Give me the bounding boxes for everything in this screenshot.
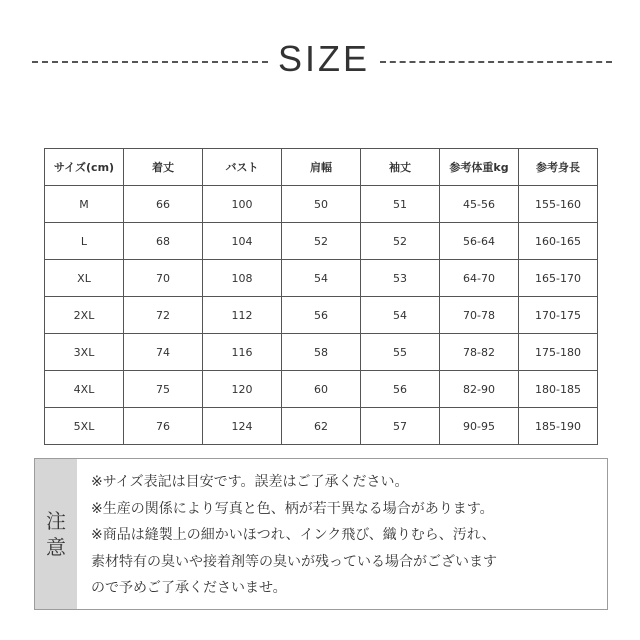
- table-cell: 56: [282, 297, 361, 334]
- table-row: [45, 260, 598, 297]
- table-cell: 62: [282, 408, 361, 445]
- table-cell: 82-90: [440, 371, 519, 408]
- size-label-cell: M: [45, 186, 124, 223]
- column-header: 参考体重kg: [440, 149, 519, 186]
- table-cell: 155-160: [519, 186, 598, 223]
- table-cell: 185-190: [519, 408, 598, 445]
- title-divider-right: [380, 61, 612, 63]
- column-header: バスト: [203, 149, 282, 186]
- table-cell: 108: [203, 260, 282, 297]
- table-cell: 55: [361, 334, 440, 371]
- table-cell: 60: [282, 371, 361, 408]
- table-row: [45, 223, 598, 260]
- table-cell: 45-56: [440, 186, 519, 223]
- table-row: [45, 297, 598, 334]
- table-cell: 100: [203, 186, 282, 223]
- column-header: サイズ(cm): [45, 149, 124, 186]
- table-cell: 57: [361, 408, 440, 445]
- notice-line: ので予めご了承くださいませ。: [91, 580, 287, 596]
- notice-line: ※生産の関係により写真と色、柄が若干異なる場合があります。: [91, 500, 494, 517]
- table-cell: 70: [124, 260, 203, 297]
- table-cell: 175-180: [519, 334, 598, 371]
- table-cell: 52: [361, 223, 440, 260]
- table-cell: 165-170: [519, 260, 598, 297]
- column-header: 参考身長: [519, 149, 598, 186]
- table-cell: 78-82: [440, 334, 519, 371]
- table-cell: 56-64: [440, 223, 519, 260]
- size-table: [44, 148, 598, 445]
- notice-box: [34, 458, 608, 610]
- table-cell: 50: [282, 186, 361, 223]
- table-cell: 68: [124, 223, 203, 260]
- table-cell: 54: [282, 260, 361, 297]
- notice-body: [91, 469, 601, 602]
- notice-line: 素材特有の臭いや接着剤等の臭いが残っている場合がございます: [91, 553, 497, 570]
- table-cell: 76: [124, 408, 203, 445]
- table-cell: 75: [124, 371, 203, 408]
- table-row: [45, 408, 598, 445]
- column-header: 肩幅: [282, 149, 361, 186]
- size-label-cell: 5XL: [45, 408, 124, 445]
- table-cell: 104: [203, 223, 282, 260]
- table-cell: 58: [282, 334, 361, 371]
- table-cell: 90-95: [440, 408, 519, 445]
- table-cell: 74: [124, 334, 203, 371]
- table-cell: 70-78: [440, 297, 519, 334]
- table-row: [45, 371, 598, 408]
- table-cell: 170-175: [519, 297, 598, 334]
- table-cell: 64-70: [440, 260, 519, 297]
- title-divider-left: [32, 61, 268, 63]
- notice-label-char: 意: [46, 535, 66, 559]
- table-cell: 52: [282, 223, 361, 260]
- table-cell: 56: [361, 371, 440, 408]
- page-title: SIZE: [277, 38, 370, 79]
- title-row: [0, 30, 640, 90]
- table-cell: 160-165: [519, 223, 598, 260]
- table-row: [45, 334, 598, 371]
- notice-line: ※商品は縫製上の細かいほつれ、インク飛び、織りむら、汚れ、: [91, 527, 496, 543]
- table-cell: 66: [124, 186, 203, 223]
- notice-line: ※サイズ表記は目安です。誤差はご了承ください。: [91, 474, 409, 490]
- table-cell: 124: [203, 408, 282, 445]
- table-row: [45, 186, 598, 223]
- notice-label-char: 注: [46, 509, 66, 533]
- column-header: 袖丈: [361, 149, 440, 186]
- column-header: 着丈: [124, 149, 203, 186]
- table-body: [45, 186, 598, 445]
- table-cell: 112: [203, 297, 282, 334]
- size-label-cell: XL: [45, 260, 124, 297]
- size-label-cell: 4XL: [45, 371, 124, 408]
- size-label-cell: L: [45, 223, 124, 260]
- size-label-cell: 3XL: [45, 334, 124, 371]
- notice-label: [35, 459, 77, 609]
- table-cell: 180-185: [519, 371, 598, 408]
- table-header-row: [45, 149, 598, 186]
- table-cell: 51: [361, 186, 440, 223]
- table-cell: 53: [361, 260, 440, 297]
- table-cell: 116: [203, 334, 282, 371]
- table-cell: 54: [361, 297, 440, 334]
- table-cell: 72: [124, 297, 203, 334]
- size-label-cell: 2XL: [45, 297, 124, 334]
- table-cell: 120: [203, 371, 282, 408]
